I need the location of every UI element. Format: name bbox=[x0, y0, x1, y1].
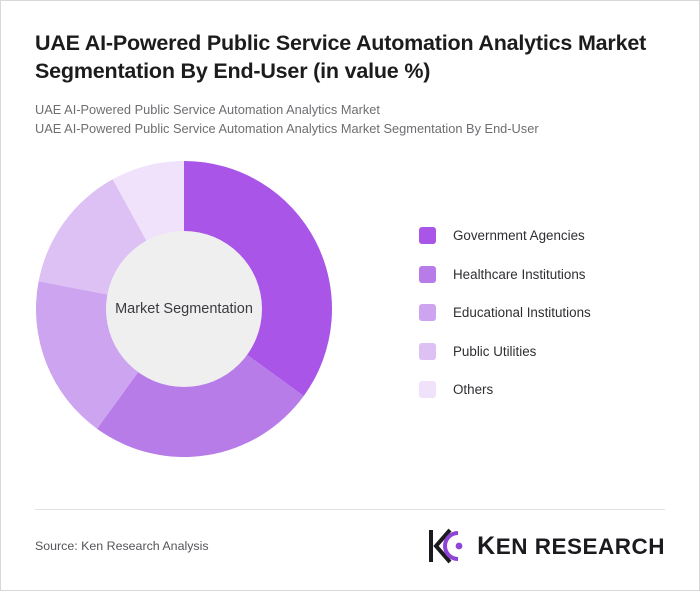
legend-label: Healthcare Institutions bbox=[453, 266, 586, 282]
legend-swatch-icon bbox=[419, 381, 436, 398]
source-note: Source: Ken Research Analysis bbox=[35, 539, 209, 553]
legend-item[interactable] bbox=[419, 332, 669, 371]
page-title: UAE AI-Powered Public Service Automation Analytics Market Segmentation By End-User (in value %) bbox=[35, 31, 647, 84]
legend-label: Others bbox=[453, 382, 494, 398]
subtitle-line-1: UAE AI-Powered Public Service Automation Analytics Market bbox=[35, 101, 380, 117]
chart-area bbox=[1, 155, 699, 485]
brand-logo-text bbox=[477, 531, 665, 560]
chart-legend bbox=[419, 217, 669, 410]
legend-swatch-icon bbox=[419, 227, 436, 244]
brand-logo bbox=[428, 528, 665, 564]
footer-divider bbox=[35, 509, 665, 510]
legend-item[interactable] bbox=[419, 217, 669, 256]
donut-hole bbox=[106, 231, 262, 387]
donut-svg bbox=[34, 159, 334, 459]
subtitle-line-2: UAE AI-Powered Public Service Automation Analytics Market Segmentation By End-User bbox=[35, 121, 539, 137]
legend-swatch-icon bbox=[419, 266, 436, 283]
legend-label: Government Agencies bbox=[453, 228, 585, 244]
logo-text-rest: EN RESEARCH bbox=[495, 533, 665, 559]
logo-letter-k: K bbox=[477, 531, 496, 560]
donut-center-label: Market Segmentation bbox=[115, 300, 253, 317]
donut-chart bbox=[34, 159, 334, 459]
chart-footer bbox=[35, 521, 665, 571]
legend-item[interactable] bbox=[419, 371, 669, 410]
legend-item[interactable] bbox=[419, 255, 669, 294]
chart-header bbox=[1, 1, 699, 139]
legend-item[interactable] bbox=[419, 294, 669, 333]
legend-swatch-icon bbox=[419, 343, 436, 360]
legend-label: Public Utilities bbox=[453, 343, 537, 359]
legend-label: Educational Institutions bbox=[453, 305, 591, 321]
chart-subtitle bbox=[35, 100, 665, 139]
ken-research-logo-icon bbox=[428, 528, 470, 564]
legend-swatch-icon bbox=[419, 304, 436, 321]
